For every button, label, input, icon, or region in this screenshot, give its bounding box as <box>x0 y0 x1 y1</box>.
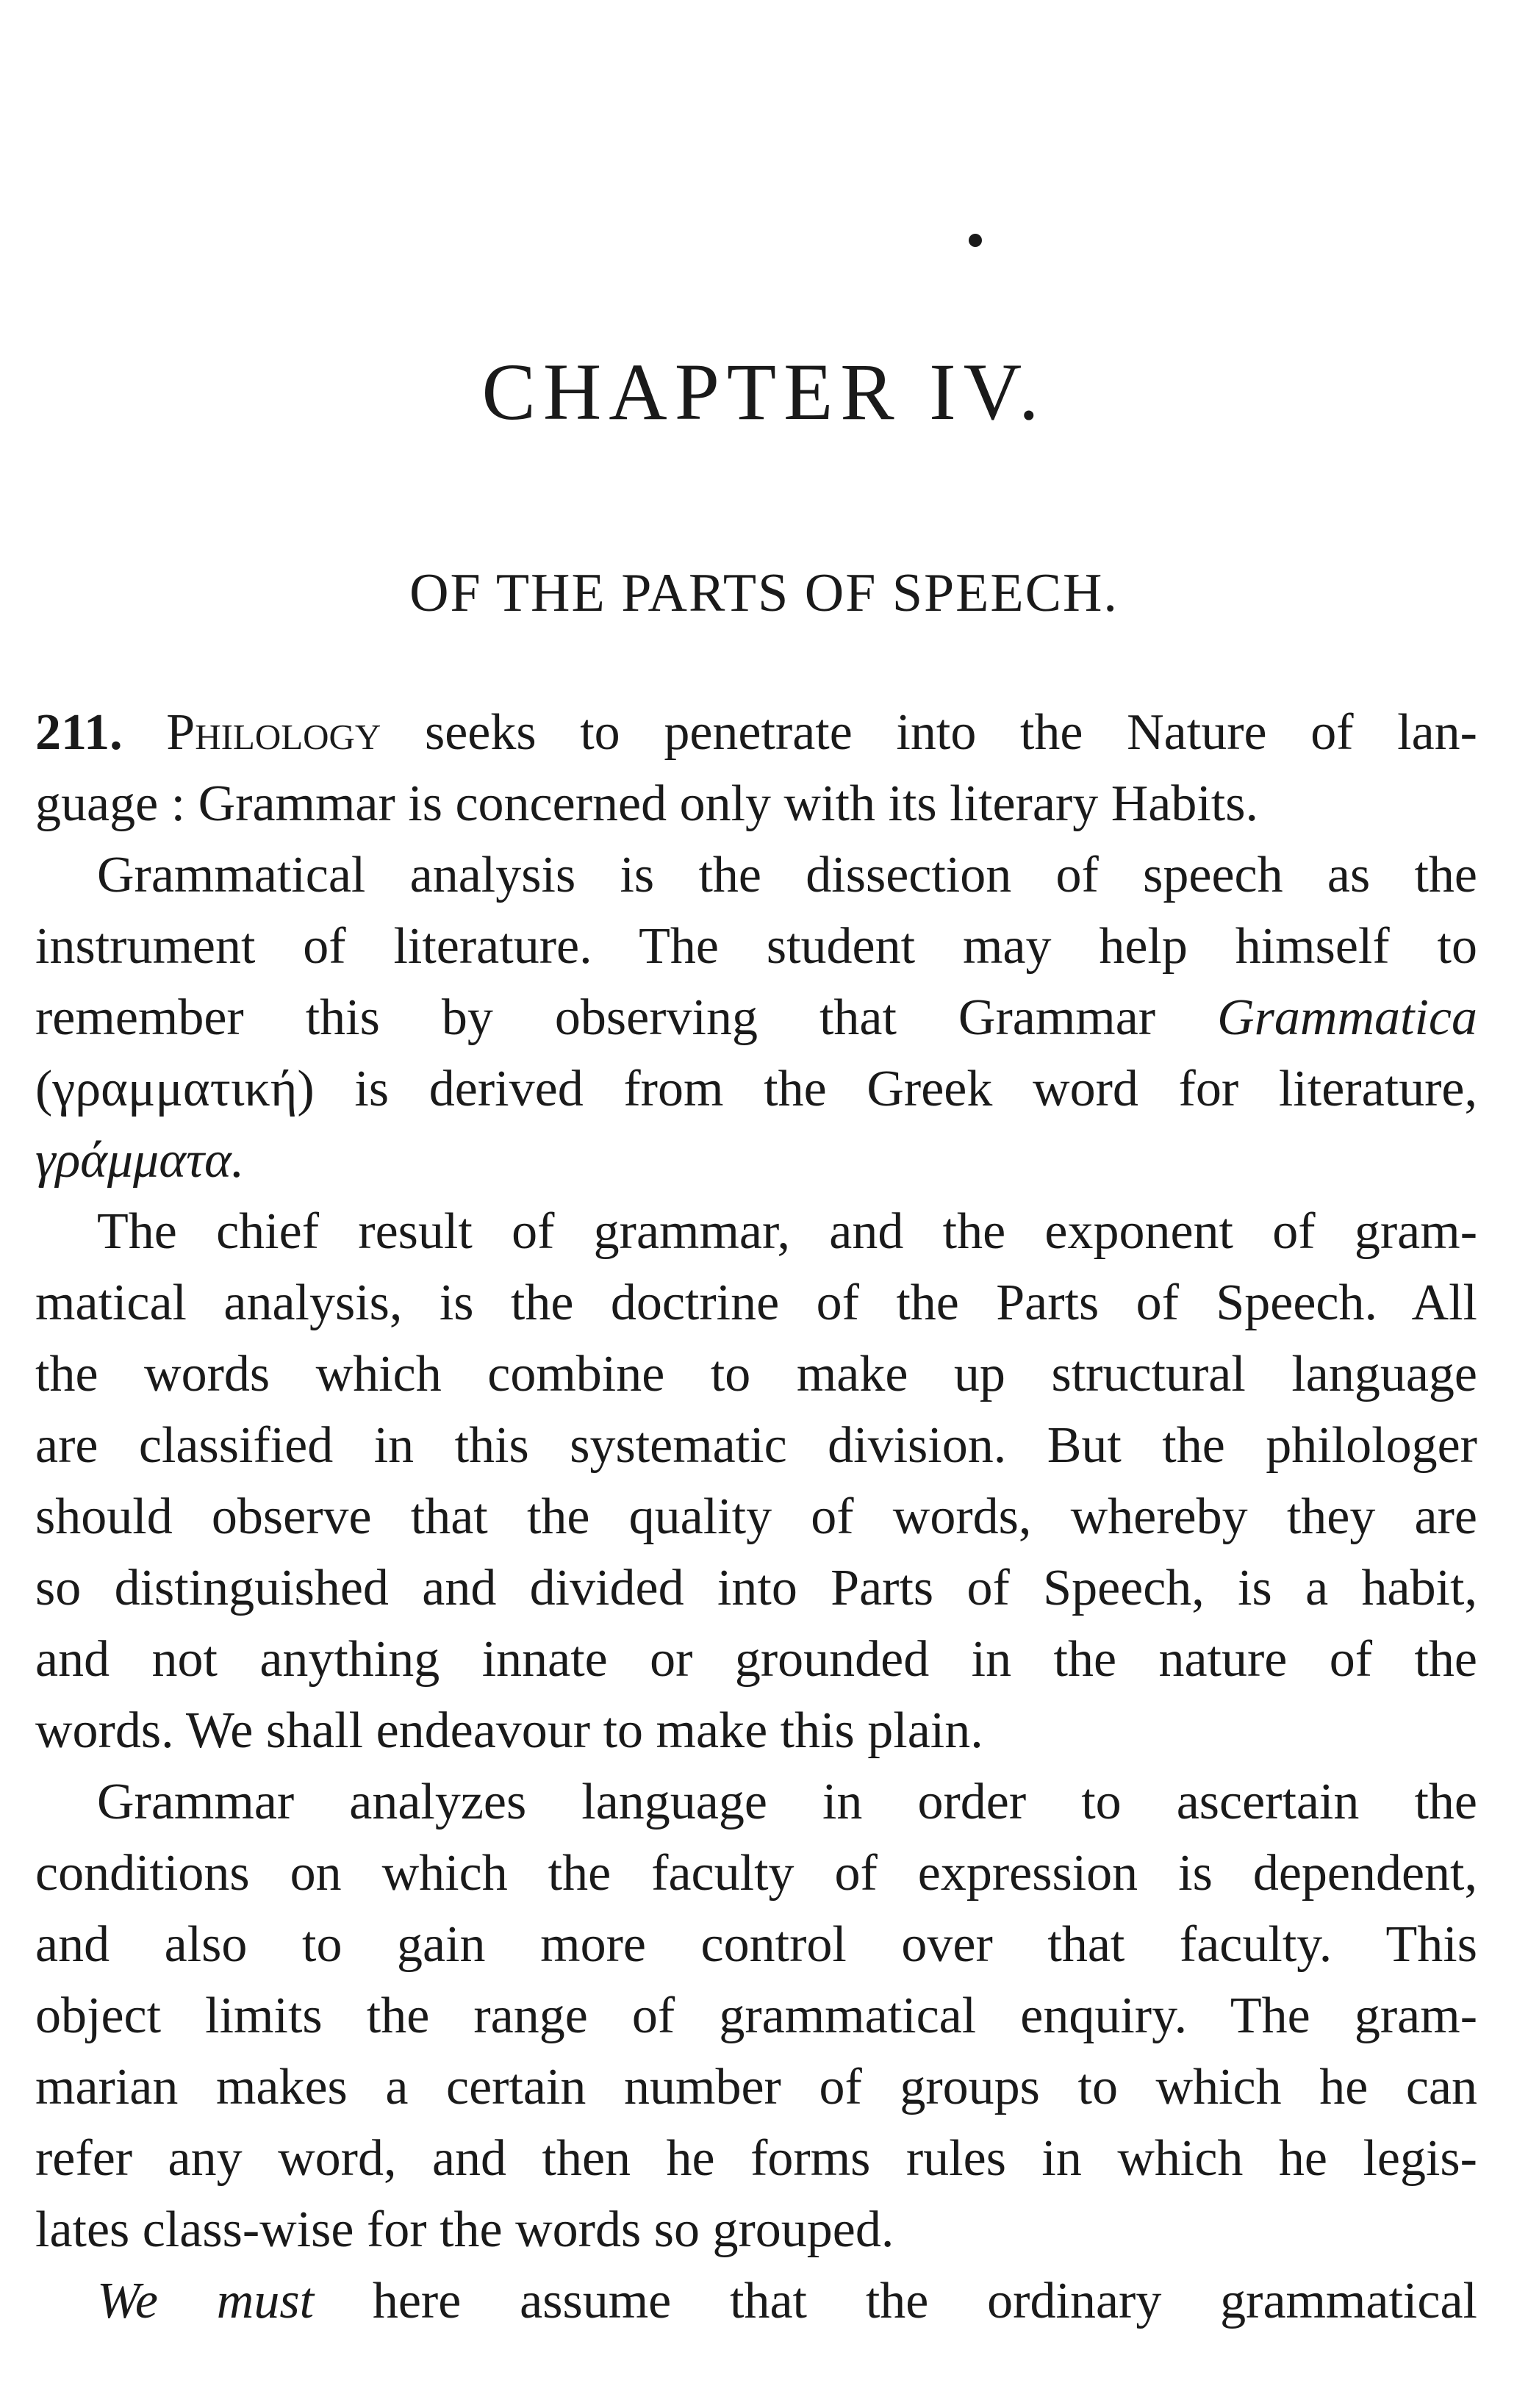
keyword-smallcaps: Philology <box>166 704 381 761</box>
text-line <box>35 1766 1477 1838</box>
text-line <box>35 1624 1477 1695</box>
text-line <box>35 1339 1477 1410</box>
text-line <box>35 697 1477 768</box>
text-line <box>35 1980 1477 2052</box>
text-line <box>35 2194 1477 2265</box>
line-text: guage : Grammar is concerned only with its literary Habits. <box>35 775 1258 832</box>
section-number: 211. <box>35 704 123 761</box>
chapter-title: CHAPTER IV. <box>481 347 1047 437</box>
italic-word: Grammatica <box>1155 989 1477 1046</box>
text-line <box>35 1196 1477 1267</box>
italic-word: γράμματα. <box>35 1132 245 1189</box>
text-line <box>35 982 1477 1053</box>
line-text: conditions on which the faculty of expression is dependent, <box>35 1845 1477 1902</box>
text-line <box>35 2052 1477 2123</box>
text-line <box>35 1552 1477 1624</box>
italic-word: We must <box>97 2273 315 2329</box>
line-text: instrument of literature. The student may help himself to <box>35 918 1477 975</box>
line-text: refer any word, and then he forms rules in which he legis- <box>35 2130 1477 2187</box>
line-text: are classified in this systematic division. But the philologer <box>35 1417 1477 1474</box>
line-text: Grammar analyzes language in order to ascertain the <box>97 1774 1477 1830</box>
line-text: here assume that the ordinary grammatical <box>314 2273 1477 2329</box>
ornament-dot <box>969 234 982 247</box>
line-text: should observe that the quality of words, whereby they are <box>35 1488 1477 1545</box>
line-text: marian makes a certain number of groups to which he can <box>35 2059 1477 2115</box>
text-line <box>35 1909 1477 1980</box>
line-text: matical analysis, is the doctrine of the Parts of Speech. All <box>35 1275 1477 1331</box>
line-text: so distinguished and divided into Parts of Speech, is a habit, <box>35 1560 1477 1616</box>
text-line <box>35 1481 1477 1552</box>
text-line <box>35 1267 1477 1339</box>
line-text: (γραμματική) is derived from the Greek word for literature, <box>35 1061 1477 1117</box>
line-text: remember this by observing that Grammar <box>35 989 1156 1046</box>
text-line <box>35 2265 1477 2337</box>
body-text <box>35 697 1477 2337</box>
text-line <box>35 839 1477 911</box>
text-line <box>35 911 1477 982</box>
line-text: and not anything innate or grounded in the nature of the <box>35 1631 1477 1688</box>
line-text: Grammatical analysis is the dissection of speech as the <box>97 847 1477 903</box>
text-line <box>35 2123 1477 2194</box>
line-text: words. We shall endeavour to make this plain. <box>35 1702 983 1759</box>
section-title: OF THE PARTS OF SPEECH. <box>409 563 1119 623</box>
text-line <box>35 1125 1477 1196</box>
line-text: object limits the range of grammatical enquiry. The gram- <box>35 1988 1477 2044</box>
line-text: lates class-wise for the words so grouped. <box>35 2201 894 2258</box>
line-text: and also to gain more control over that faculty. This <box>35 1916 1477 1973</box>
line-text: seeks to penetrate into the Nature of lan- <box>381 704 1477 761</box>
text-line <box>35 1695 1477 1766</box>
text-line <box>35 1053 1477 1125</box>
text-line <box>35 1838 1477 1909</box>
line-text: the words which combine to make up structural language <box>35 1346 1477 1402</box>
text-line <box>35 1410 1477 1481</box>
line-text: The chief result of grammar, and the exponent of gram- <box>97 1203 1477 1260</box>
text-line <box>35 768 1477 839</box>
